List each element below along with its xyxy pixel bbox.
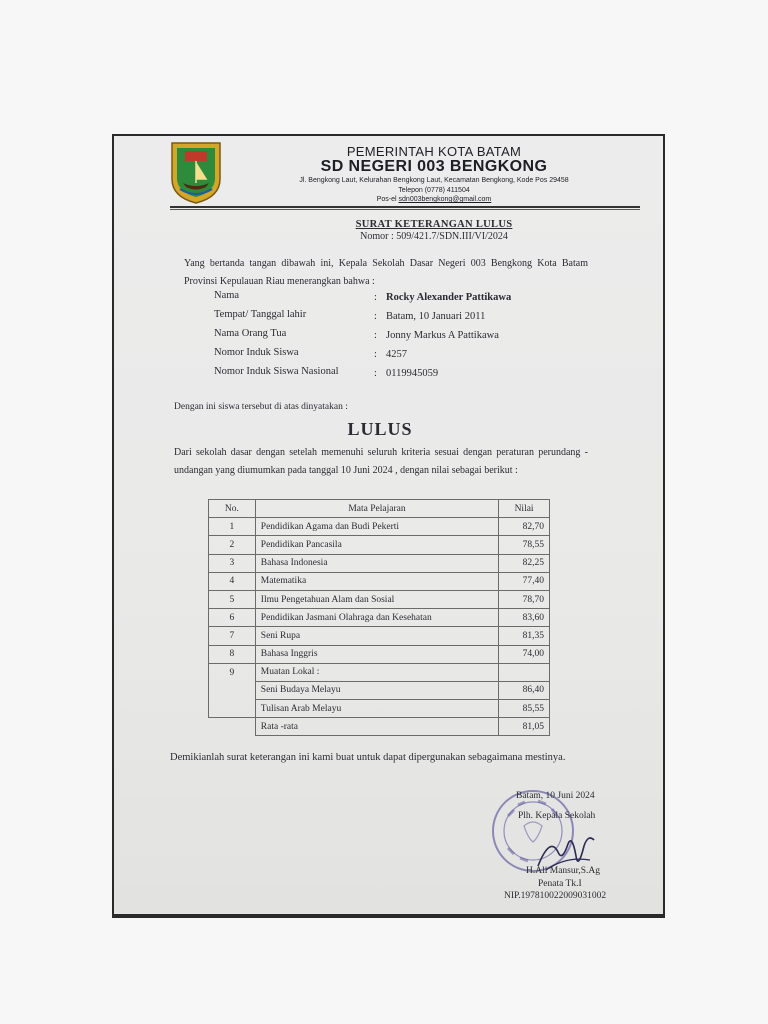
table-row	[209, 609, 550, 627]
row-number: 2	[209, 536, 256, 554]
row-number-empty	[209, 718, 256, 736]
table-row-local	[209, 700, 550, 718]
row-number-empty	[209, 700, 256, 718]
row-subject: Matematika	[255, 572, 498, 590]
email-prefix: Pos-el	[376, 196, 399, 203]
row-number: 8	[209, 645, 256, 663]
row-subject: Pendidikan Jasmani Olahraga dan Kesehatan	[255, 609, 498, 627]
grades-table	[208, 499, 550, 736]
row-subject: Tulisan Arab Melayu	[255, 700, 498, 718]
field-colon: :	[374, 368, 377, 379]
row-subject: Muatan Lokal :	[255, 663, 498, 681]
sign-name: H.Ali Mansur,S.Ag	[526, 866, 601, 876]
field-label-name: Nama	[214, 290, 240, 301]
header-no: No.	[209, 500, 256, 518]
row-score: 86,40	[499, 681, 550, 699]
header-score: Nilai	[499, 500, 550, 518]
field-label-nis: Nomor Induk Siswa	[214, 347, 299, 358]
field-value-birth: Batam, 10 Januari 2011	[386, 311, 486, 322]
sign-position: Plh. Kepala Sekolah	[518, 811, 596, 821]
school-email-line	[224, 196, 644, 203]
school-phone: Telepon (0778) 411504	[398, 187, 470, 194]
row-number: 1	[209, 518, 256, 536]
field-value-nisn: 0119945059	[386, 368, 439, 379]
row-score: 78,70	[499, 590, 550, 608]
field-colon: :	[374, 330, 377, 341]
table-row	[209, 663, 550, 681]
row-score: 78,55	[499, 536, 550, 554]
row-score: 83,60	[499, 609, 550, 627]
table-row	[209, 572, 550, 590]
field-label-birth: Tempat/ Tanggal lahir	[214, 309, 307, 320]
field-colon: :	[374, 311, 377, 322]
row-number: 5	[209, 590, 256, 608]
declaration-text: Dengan ini siswa tersebut di atas dinyatakan :	[174, 402, 348, 412]
row-number-empty	[209, 681, 256, 699]
field-colon: :	[374, 292, 377, 303]
header-subject: Mata Pelajaran	[255, 500, 498, 518]
row-score: 82,70	[499, 518, 550, 536]
table-row	[209, 627, 550, 645]
government-name: PEMERINTAH KOTA BATAM	[346, 144, 522, 159]
graduation-status: LULUS	[347, 419, 413, 439]
field-value-parent: Jonny Markus A Pattikawa	[386, 330, 499, 341]
document-title: SURAT KETERANGAN LULUS	[355, 219, 513, 230]
row-subject: Bahasa Inggris	[255, 645, 498, 663]
school-email[interactable]: sdn003bengkong@gmail.com	[398, 196, 492, 203]
field-label-nisn: Nomor Induk Siswa Nasional	[214, 366, 339, 377]
field-value-name: Rocky Alexander Pattikawa	[386, 292, 512, 303]
row-subject: Pendidikan Pancasila	[255, 536, 498, 554]
table-header-row	[209, 500, 550, 518]
result-description: Dari sekolah dasar dengan setelah memenuhi seluruh kriteria sesuai dengan peraturan perundang -undangan yang diumumkan pada tanggal 10 Juni 2024 , dengan nilai sebagai berikut :	[174, 447, 588, 476]
row-number: 6	[209, 609, 256, 627]
document-number: Nomor : 509/421.7/SDN.III/VI/2024	[360, 231, 508, 242]
row-number: 9	[209, 663, 256, 681]
sign-rank: Penata Tk.I	[538, 879, 582, 889]
row-subject: Bahasa Indonesia	[255, 554, 498, 572]
table-row	[209, 645, 550, 663]
certificate-paper	[114, 136, 663, 914]
header-rule-thin	[170, 209, 640, 210]
row-number: 7	[209, 627, 256, 645]
school-address: Jl. Bengkong Laut, Kelurahan Bengkong Laut, Kecamatan Bengkong, Kode Pos 29458	[299, 177, 569, 184]
table-row-local	[209, 681, 550, 699]
field-value-nis: 4257	[386, 349, 407, 360]
row-subject: Pendidikan Agama dan Budi Pekerti	[255, 518, 498, 536]
row-score: 77,40	[499, 572, 550, 590]
table-row	[209, 590, 550, 608]
closing-paragraph: Demikianlah surat keterangan ini kami buat untuk dapat dipergunakan sebagaimana mestinya.	[170, 752, 566, 763]
field-colon: :	[374, 349, 377, 360]
row-score: 81,35	[499, 627, 550, 645]
table-row	[209, 518, 550, 536]
row-subject: Seni Rupa	[255, 627, 498, 645]
row-number: 4	[209, 572, 256, 590]
table-row	[209, 554, 550, 572]
sign-nip: NIP.197810022009031002	[504, 891, 607, 901]
row-subject: Seni Budaya Melayu	[255, 681, 498, 699]
row-score: 74,00	[499, 645, 550, 663]
sign-place-date: Batam, 10 Juni 2024	[516, 791, 595, 801]
city-emblem-icon	[168, 139, 224, 205]
table-row-average	[209, 718, 550, 736]
field-label-parent: Nama Orang Tua	[214, 328, 287, 339]
row-score: 82,25	[499, 554, 550, 572]
average-score: 81,05	[499, 718, 550, 736]
school-name: SD NEGERI 003 BENGKONG	[320, 158, 548, 175]
average-label: Rata -rata	[255, 718, 498, 736]
row-score	[499, 663, 550, 681]
row-subject: Ilmu Pengetahuan Alam dan Sosial	[255, 590, 498, 608]
header-rule-thick	[170, 206, 640, 208]
row-number: 3	[209, 554, 256, 572]
row-score: 85,55	[499, 700, 550, 718]
intro-paragraph: Yang bertanda tangan dibawah ini, Kepala Sekolah Dasar Negeri 003 Bengkong Kota Batam Provinsi Kepulauan Riau menerangkan bahwa :	[184, 258, 588, 287]
table-row	[209, 536, 550, 554]
